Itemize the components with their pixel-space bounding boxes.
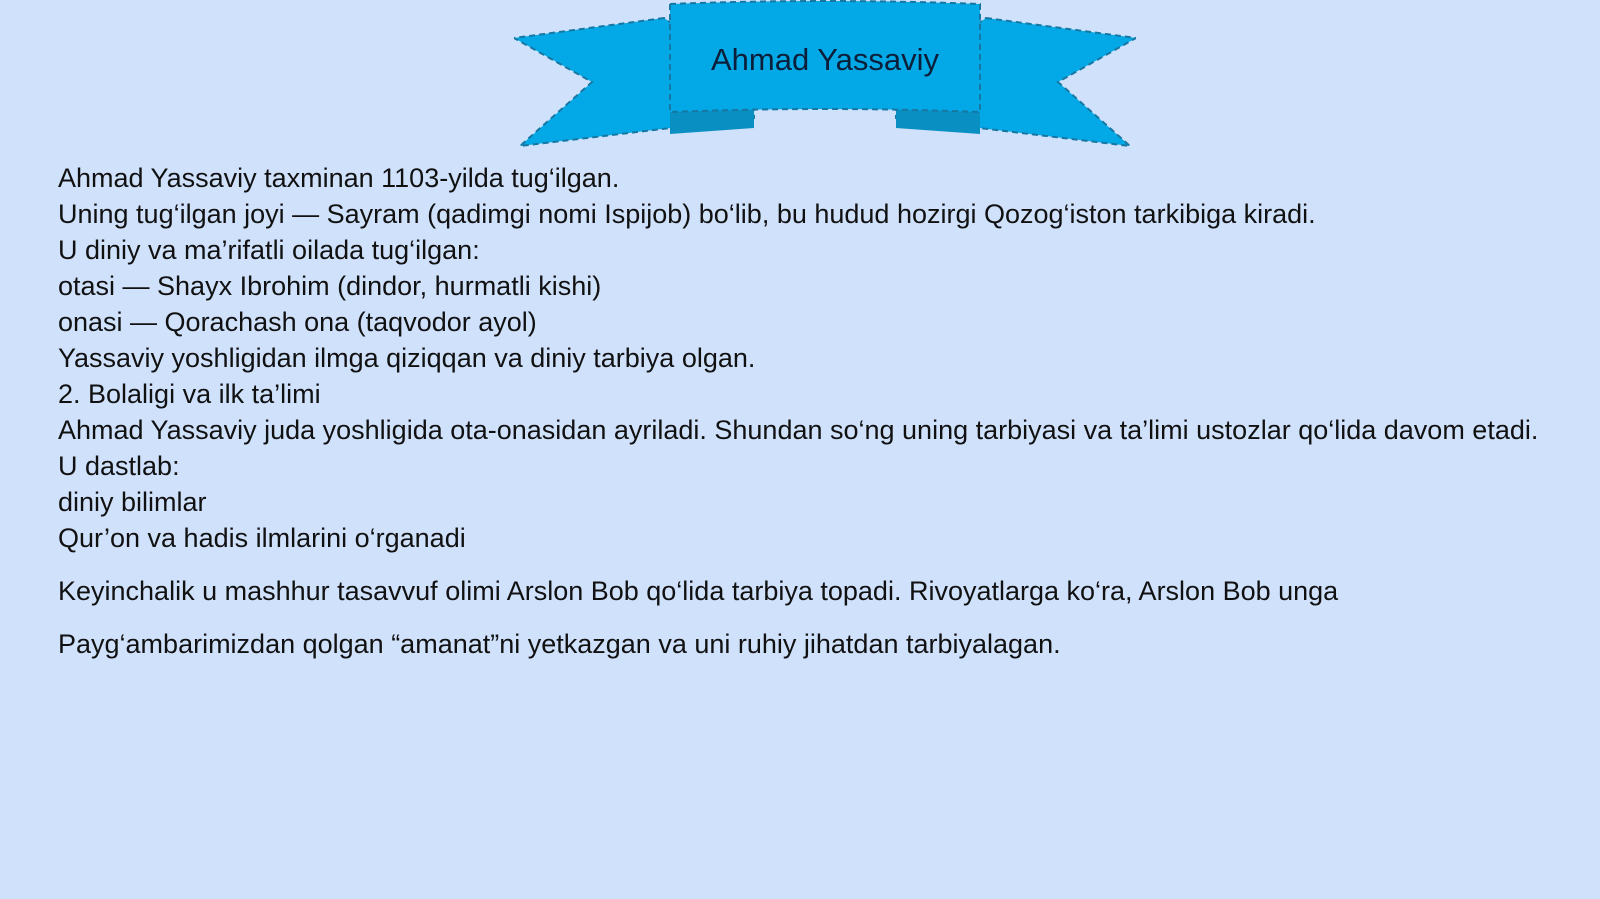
text-line: Qur’on va hadis ilmlarini o‘rganadi	[58, 523, 466, 553]
paragraph: Keyinchalik u mashhur tasavvuf olimi Arslon Bob qo‘lida tarbiya topadi. Rivoyatlarga ko‘ra, Arslon Bob unga	[58, 576, 1339, 606]
section-heading: 2. Bolaligi va ilk ta’limi	[58, 379, 321, 409]
text-line: Yassaviy yoshligidan ilmga qiziqqan va diniy tarbiya olgan.	[58, 343, 756, 373]
title-banner	[514, 0, 1136, 150]
text-line: U dastlab:	[58, 451, 180, 481]
text-line: diniy bilimlar	[58, 487, 207, 517]
paragraph: Payg‘ambarimizdan qolgan “amanat”ni yetkazgan va uni ruhiy jihatdan tarbiyalagan.	[58, 629, 1061, 659]
text-line: onasi — Qorachash ona (taqvodor ayol)	[58, 307, 537, 337]
main-text	[58, 160, 1558, 662]
page-title: Ahmad Yassaviy	[710, 42, 940, 77]
text-line: Uning tug‘ilgan joyi — Sayram (qadimgi nomi Ispijob) bo‘lib, bu hudud hozirgi Qozog‘iston tarkibiga kiradi.	[58, 199, 1316, 229]
text-line: Ahmad Yassaviy taxminan 1103-yilda tug‘ilgan.	[58, 163, 620, 193]
text-line: U diniy va ma’rifatli oilada tug‘ilgan:	[58, 235, 480, 265]
text-line: Ahmad Yassaviy juda yoshligida ota-onasidan ayriladi. Shundan so‘ng uning tarbiyasi va ta’limi ustozlar qo‘lida davom etadi.	[58, 415, 1539, 445]
text-line: otasi — Shayx Ibrohim (dindor, hurmatli kishi)	[58, 271, 602, 301]
